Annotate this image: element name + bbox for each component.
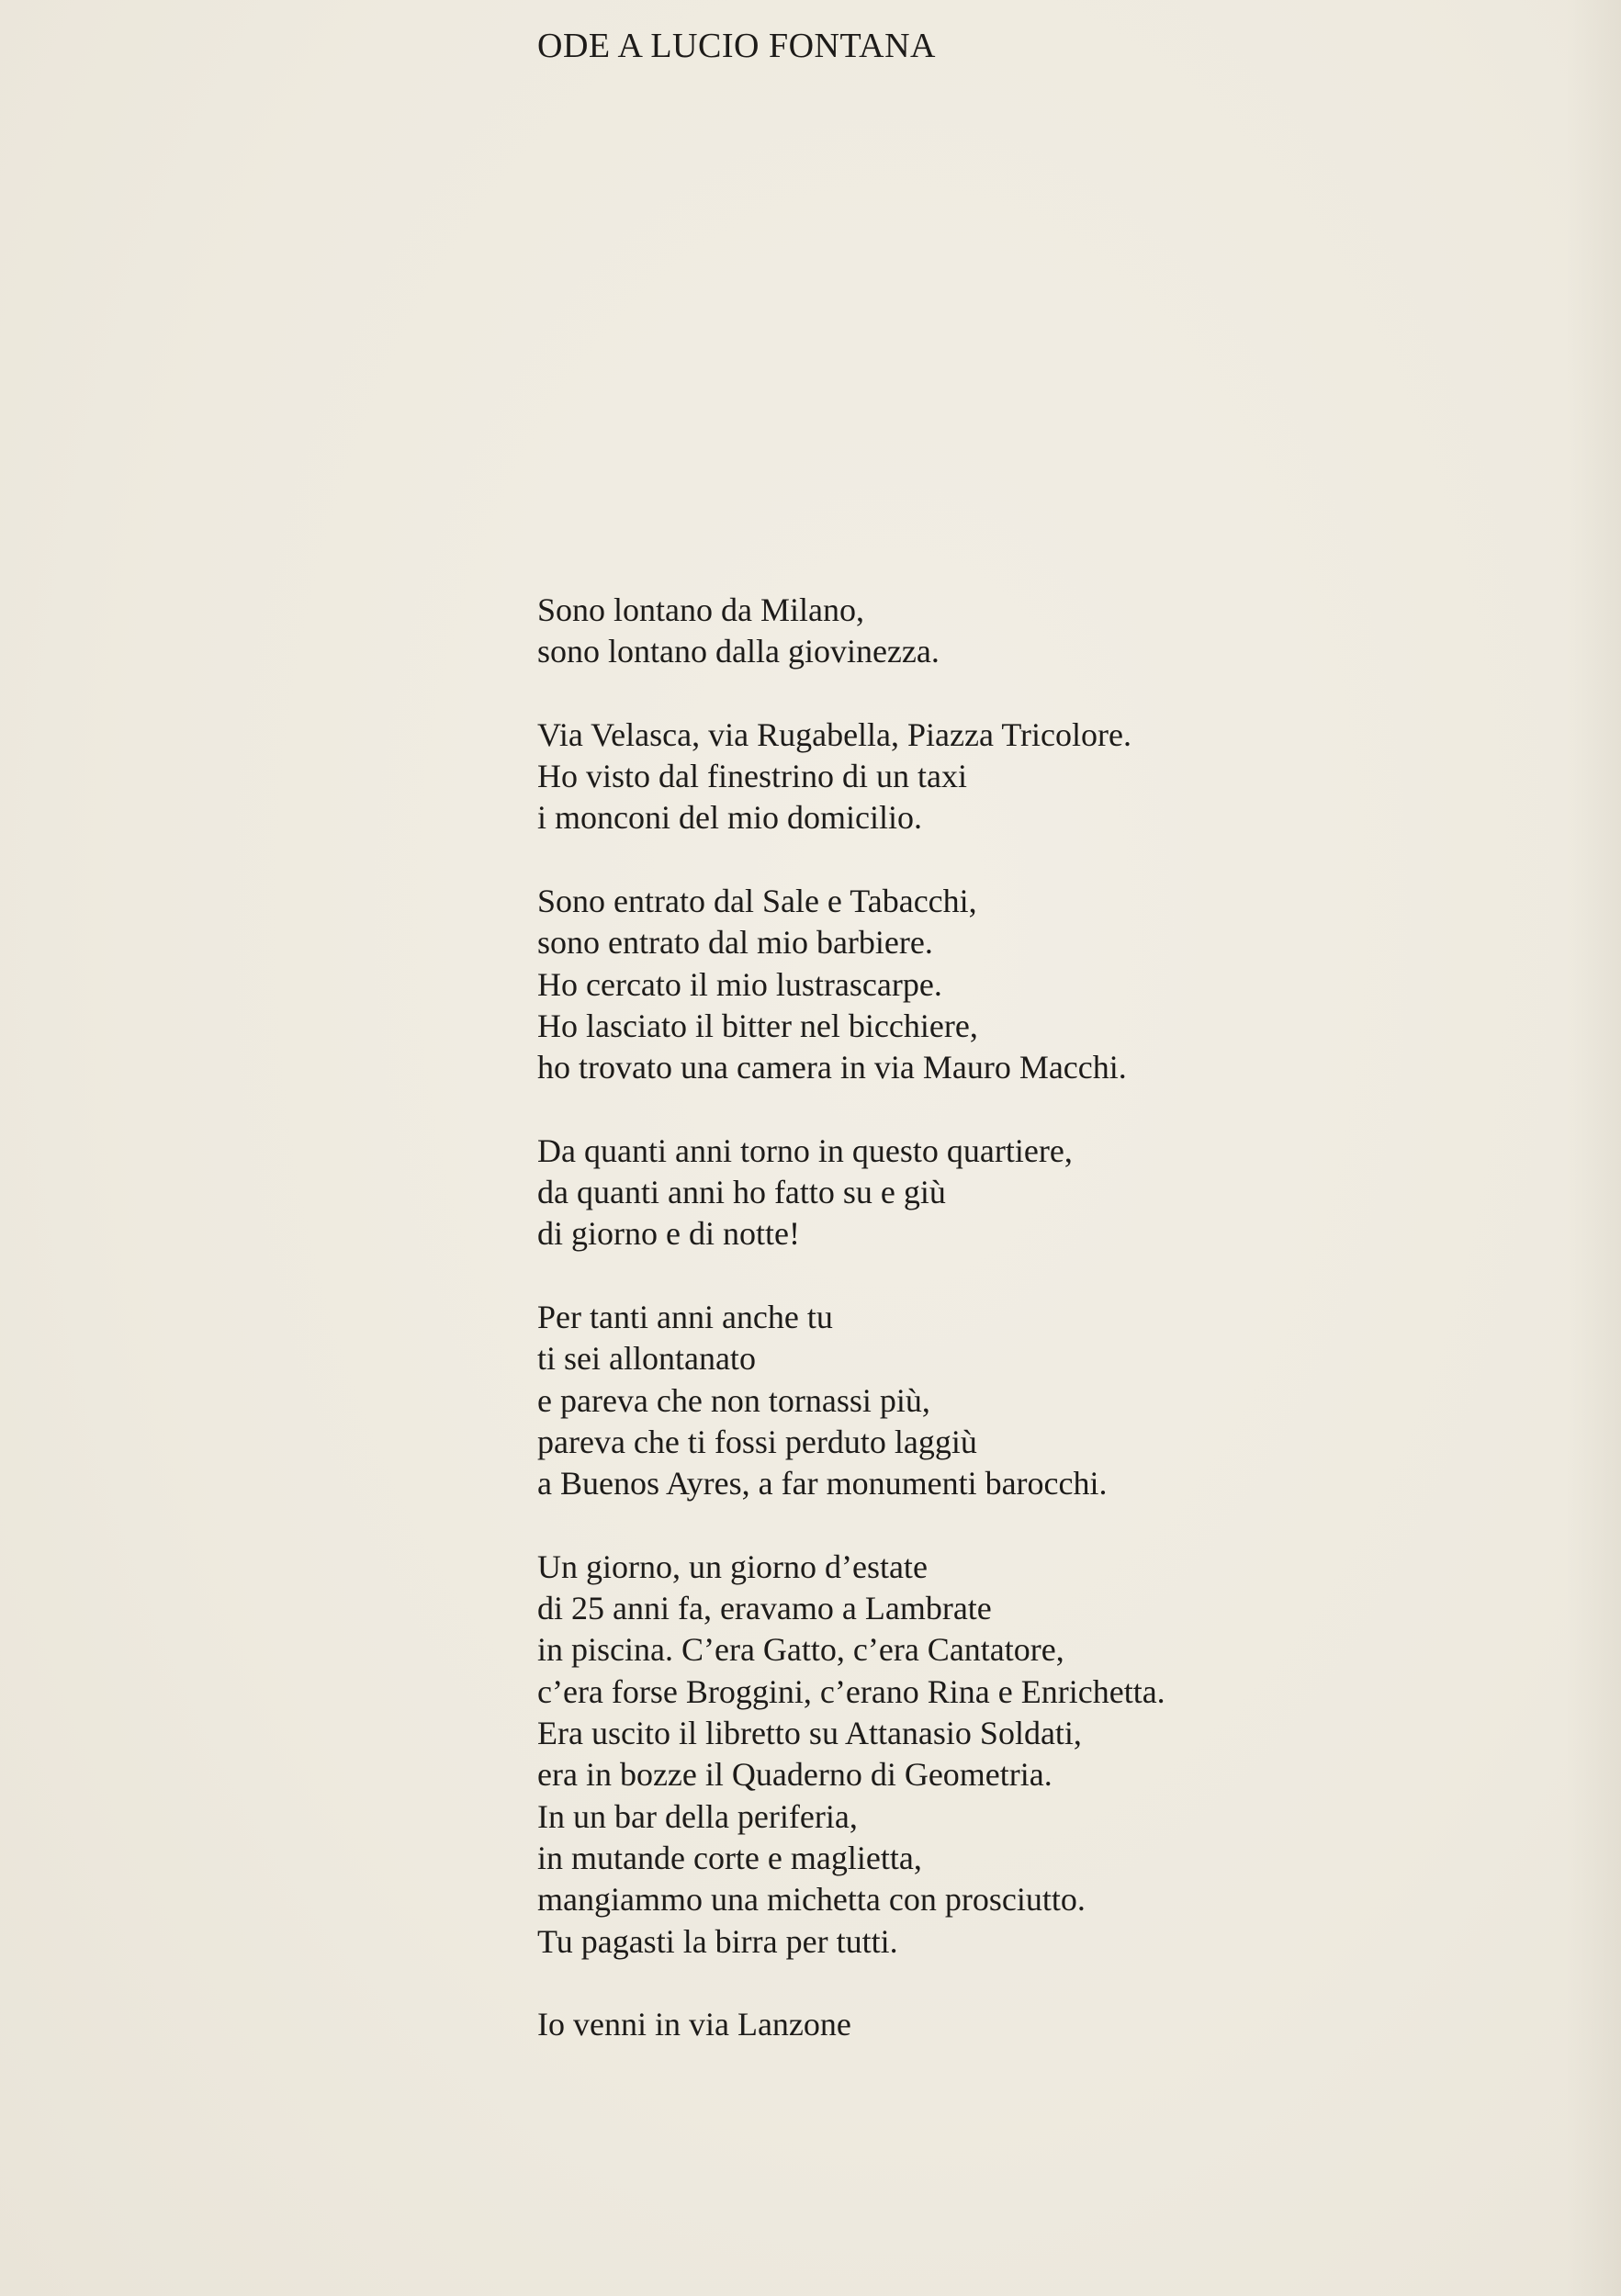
poem-line: Ho lasciato il bitter nel bicchiere, bbox=[537, 1007, 978, 1044]
poem-line: In un bar della periferia, bbox=[537, 1797, 858, 1835]
stanza bbox=[537, 2004, 1456, 2045]
poem-line: Un giorno, un giorno d’estate bbox=[537, 1548, 928, 1585]
poem-line: Era uscito il libretto su Attanasio Soldati, bbox=[537, 1715, 1082, 1752]
poem-line: di 25 anni fa, eravamo a Lambrate bbox=[537, 1590, 992, 1627]
poem-line: e pareva che non tornassi più, bbox=[537, 1381, 930, 1419]
poem-line: ti sei allontanato bbox=[537, 1340, 756, 1378]
poem-line: Tu pagasti la birra per tutti. bbox=[537, 1922, 898, 1960]
stanza bbox=[537, 881, 1456, 1088]
poem-line: mangiammo una michetta con prosciutto. bbox=[537, 1881, 1086, 1919]
poem-line: da quanti anni ho fatto su e giù bbox=[537, 1174, 946, 1211]
stanza bbox=[537, 1547, 1456, 1963]
poem-title: ODE A LUCIO FONTANA bbox=[537, 27, 936, 65]
poem-line: Io venni in via Lanzone bbox=[537, 2006, 851, 2043]
poem-line: pareva che ti fossi perduto laggiù bbox=[537, 1423, 977, 1460]
poem-line: sono entrato dal mio barbiere. bbox=[537, 924, 933, 962]
stanza bbox=[537, 1131, 1456, 1255]
poem-line: Ho cercato il mio lustrascarpe. bbox=[537, 965, 942, 1003]
poem-line: i monconi del mio domicilio. bbox=[537, 799, 922, 837]
poem-line: era in bozze il Quaderno di Geometria. bbox=[537, 1756, 1053, 1794]
poem-line: in piscina. C’era Gatto, c’era Cantatore, bbox=[537, 1631, 1064, 1669]
poem-line: a Buenos Ayres, a far monumenti barocchi. bbox=[537, 1465, 1108, 1503]
poem-line: ho trovato una camera in via Mauro Macchi. bbox=[537, 1049, 1127, 1086]
poem-line: sono lontano dalla giovinezza. bbox=[537, 633, 940, 670]
poem-line: di giorno e di notte! bbox=[537, 1215, 800, 1253]
poem-body bbox=[537, 590, 1456, 2088]
poem-line: Per tanti anni anche tu bbox=[537, 1299, 833, 1336]
poem-line: c’era forse Broggini, c’erano Rina e Enrichetta. bbox=[537, 1672, 1165, 1710]
poem-line: Via Velasca, via Rugabella, Piazza Tricolore. bbox=[537, 715, 1131, 753]
poem-line: Da quanti anni torno in questo quartiere, bbox=[537, 1131, 1073, 1169]
stanza bbox=[537, 715, 1456, 839]
page-edge-shadow bbox=[1566, 0, 1621, 2296]
stanza bbox=[537, 1297, 1456, 1504]
stanza bbox=[537, 590, 1456, 673]
poem-line: Sono entrato dal Sale e Tabacchi, bbox=[537, 883, 977, 920]
poem-line: Ho visto dal finestrino di un taxi bbox=[537, 758, 967, 795]
poem-line: in mutande corte e maglietta, bbox=[537, 1839, 922, 1876]
poem-line: Sono lontano da Milano, bbox=[537, 591, 864, 628]
